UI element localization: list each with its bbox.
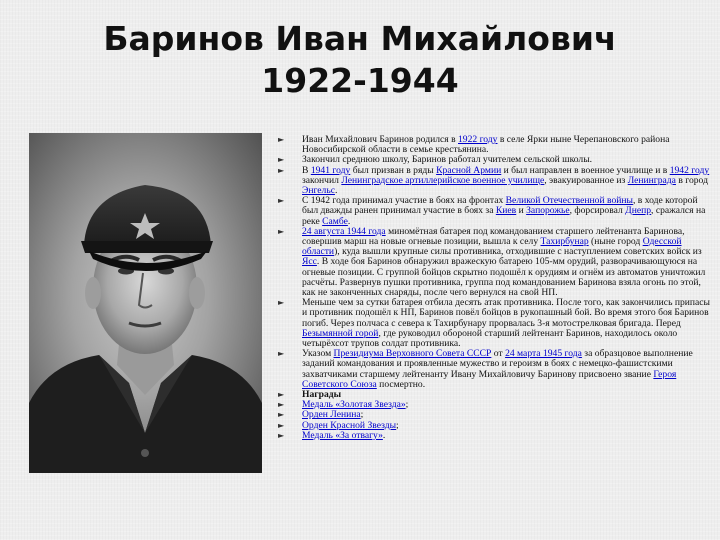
body-text: Иван Михайлович Баринов родился в [302, 134, 458, 145]
wiki-link[interactable]: Великой Отечественной войны [505, 195, 633, 207]
body-text: и был направлен в военное училище и в [501, 164, 670, 176]
wiki-link[interactable]: Орден Ленина [302, 409, 361, 421]
body-text: ; [360, 409, 364, 421]
wiki-link[interactable]: Ленинграда [627, 174, 676, 186]
body-text: , где руководил обороной старший лейтенант Баринов, находилось около четырёхсот трупов солдат противника. [302, 327, 678, 350]
wiki-link[interactable]: Энгельс [302, 185, 335, 197]
wiki-link[interactable]: 24 марта 1945 года [505, 348, 582, 360]
body-text: С 1942 года принимал участие в боях на фронтах [302, 195, 506, 207]
body-text: Меньше чем за сутки батарея отбила десять атак противника. После того, как закончились припасы и противник подошёл к НП, Баринов повёл бойцов в рукопашный бой. Во время этого боя Баринов погиб. Через полчаса с севера к Тахирбунару прорвалась 3-я мотострелковая бригада. Перед [302, 297, 711, 329]
body-text: посмертно. [376, 378, 426, 390]
body-text: закончил [302, 174, 342, 186]
title-years: 1922-1944 [261, 61, 459, 100]
body-text: В [302, 164, 311, 176]
wiki-link[interactable]: Тахирбунар [540, 236, 589, 248]
bullet-arrow-icon: ► [278, 410, 285, 420]
section-heading: Награды [302, 389, 342, 401]
bullet-arrow-icon: ► [278, 400, 285, 410]
bullet-arrow-icon: ► [278, 196, 285, 206]
body-text: , сражался на реке [302, 205, 706, 227]
wiki-link[interactable]: Ленинградское артиллерийское военное училище [341, 174, 545, 186]
bullet-arrow-icon: ► [278, 298, 285, 308]
body-text: , в ходе которой был дважды ранен принимал участие в боях за [302, 195, 698, 217]
body-text: ; [396, 419, 399, 431]
body-text: ), куда вышли крупные силы противника, отходившие с наступлением советских войск из [334, 246, 702, 258]
list-item [278, 298, 714, 349]
title-name: Баринов Иван Михайлович [103, 19, 617, 58]
body-text: был призван в ряды [350, 164, 437, 176]
bullet-arrow-icon: ► [278, 226, 285, 236]
body-text: в город [675, 174, 708, 186]
body-text: миномётная батарея под командованием старшего лейтенанта Баринова, совершив марш на новые огневые позиции, вышла к селу [302, 225, 685, 248]
list-item [278, 166, 714, 197]
body-text: , эвакуированное из [544, 174, 628, 186]
body-text: в селе Ярки ныне Черепановского района Новосибирской области в семье крестьянина. [302, 134, 670, 156]
wiki-link[interactable]: Орден Красной Звезды [302, 419, 397, 431]
body-text: Закончил среднюю школу, Баринов работал учителем сельской школы. [302, 154, 593, 166]
wiki-link[interactable]: Одесской области [302, 236, 682, 258]
body-text: . [334, 185, 338, 197]
bullet-arrow-icon: ► [278, 430, 285, 440]
bullet-arrow-icon: ► [278, 390, 285, 400]
body-text: ; [405, 399, 409, 411]
wiki-link[interactable]: Самбе [322, 215, 348, 227]
bullet-arrow-icon: ► [278, 155, 285, 165]
list-item [278, 135, 714, 155]
wiki-link[interactable]: Президиума Верховного Совета СССР [333, 348, 492, 360]
bullet-arrow-icon: ► [278, 349, 285, 359]
bullet-arrow-icon: ► [278, 420, 285, 430]
list-item [278, 431, 714, 441]
wiki-link[interactable]: Ясс [302, 256, 317, 268]
list-item [278, 196, 714, 227]
wiki-link[interactable]: 1941 году [310, 164, 351, 176]
wiki-link[interactable]: Медаль «За отвагу» [302, 429, 383, 441]
wiki-link[interactable]: Героя Советского Союза [302, 368, 677, 390]
wiki-link[interactable]: 1922 году [458, 134, 498, 145]
list-item [278, 227, 714, 298]
wiki-link[interactable]: Медаль «Золотая Звезда» [302, 399, 406, 411]
bullet-arrow-icon: ► [278, 135, 285, 144]
wiki-link[interactable]: Днепр [625, 205, 652, 217]
body-text: от [491, 348, 506, 360]
wiki-link[interactable]: Безымянной горой [302, 327, 379, 339]
wiki-link[interactable]: Киев [495, 205, 517, 217]
bullet-arrow-icon: ► [278, 165, 285, 175]
body-text: . [347, 215, 351, 227]
body-text: , форсировал [569, 205, 626, 217]
body-text: и [516, 205, 527, 217]
wiki-link[interactable]: Запорожье [526, 205, 570, 217]
wiki-link[interactable]: 24 августа 1944 года [302, 225, 386, 237]
portrait-photo [29, 133, 262, 473]
body-text: за образцовое выполнение заданий командования и проявленные мужество и героизм в боях с немецко-фашистскими захватчиками старшему лейтенанту Ивану Михайловичу Баринову присвоено звание [302, 348, 693, 380]
slide-title [0, 18, 720, 102]
body-text: . В ходе боя Баринов обнаружил вражескую батарею 105-мм орудий, разворачивающуюся на огневые позиции. С группой бойцов скрытно подошёл к орудиям и огнём из автоматов уничтожил расчёты. Развернув пушки противника, группа под командованием Баринова взяла огонь по этой, как не законченных снаряды, после чего вернулся на свой НП. [302, 256, 706, 299]
wiki-link[interactable]: 1942 году [669, 164, 710, 176]
body-text: (ныне город [588, 236, 643, 248]
wiki-link[interactable]: Красной Армии [436, 164, 502, 176]
biography-list [278, 135, 714, 441]
body-text: . [382, 429, 386, 441]
list-item [278, 349, 714, 390]
body-text: Указом [302, 348, 334, 360]
